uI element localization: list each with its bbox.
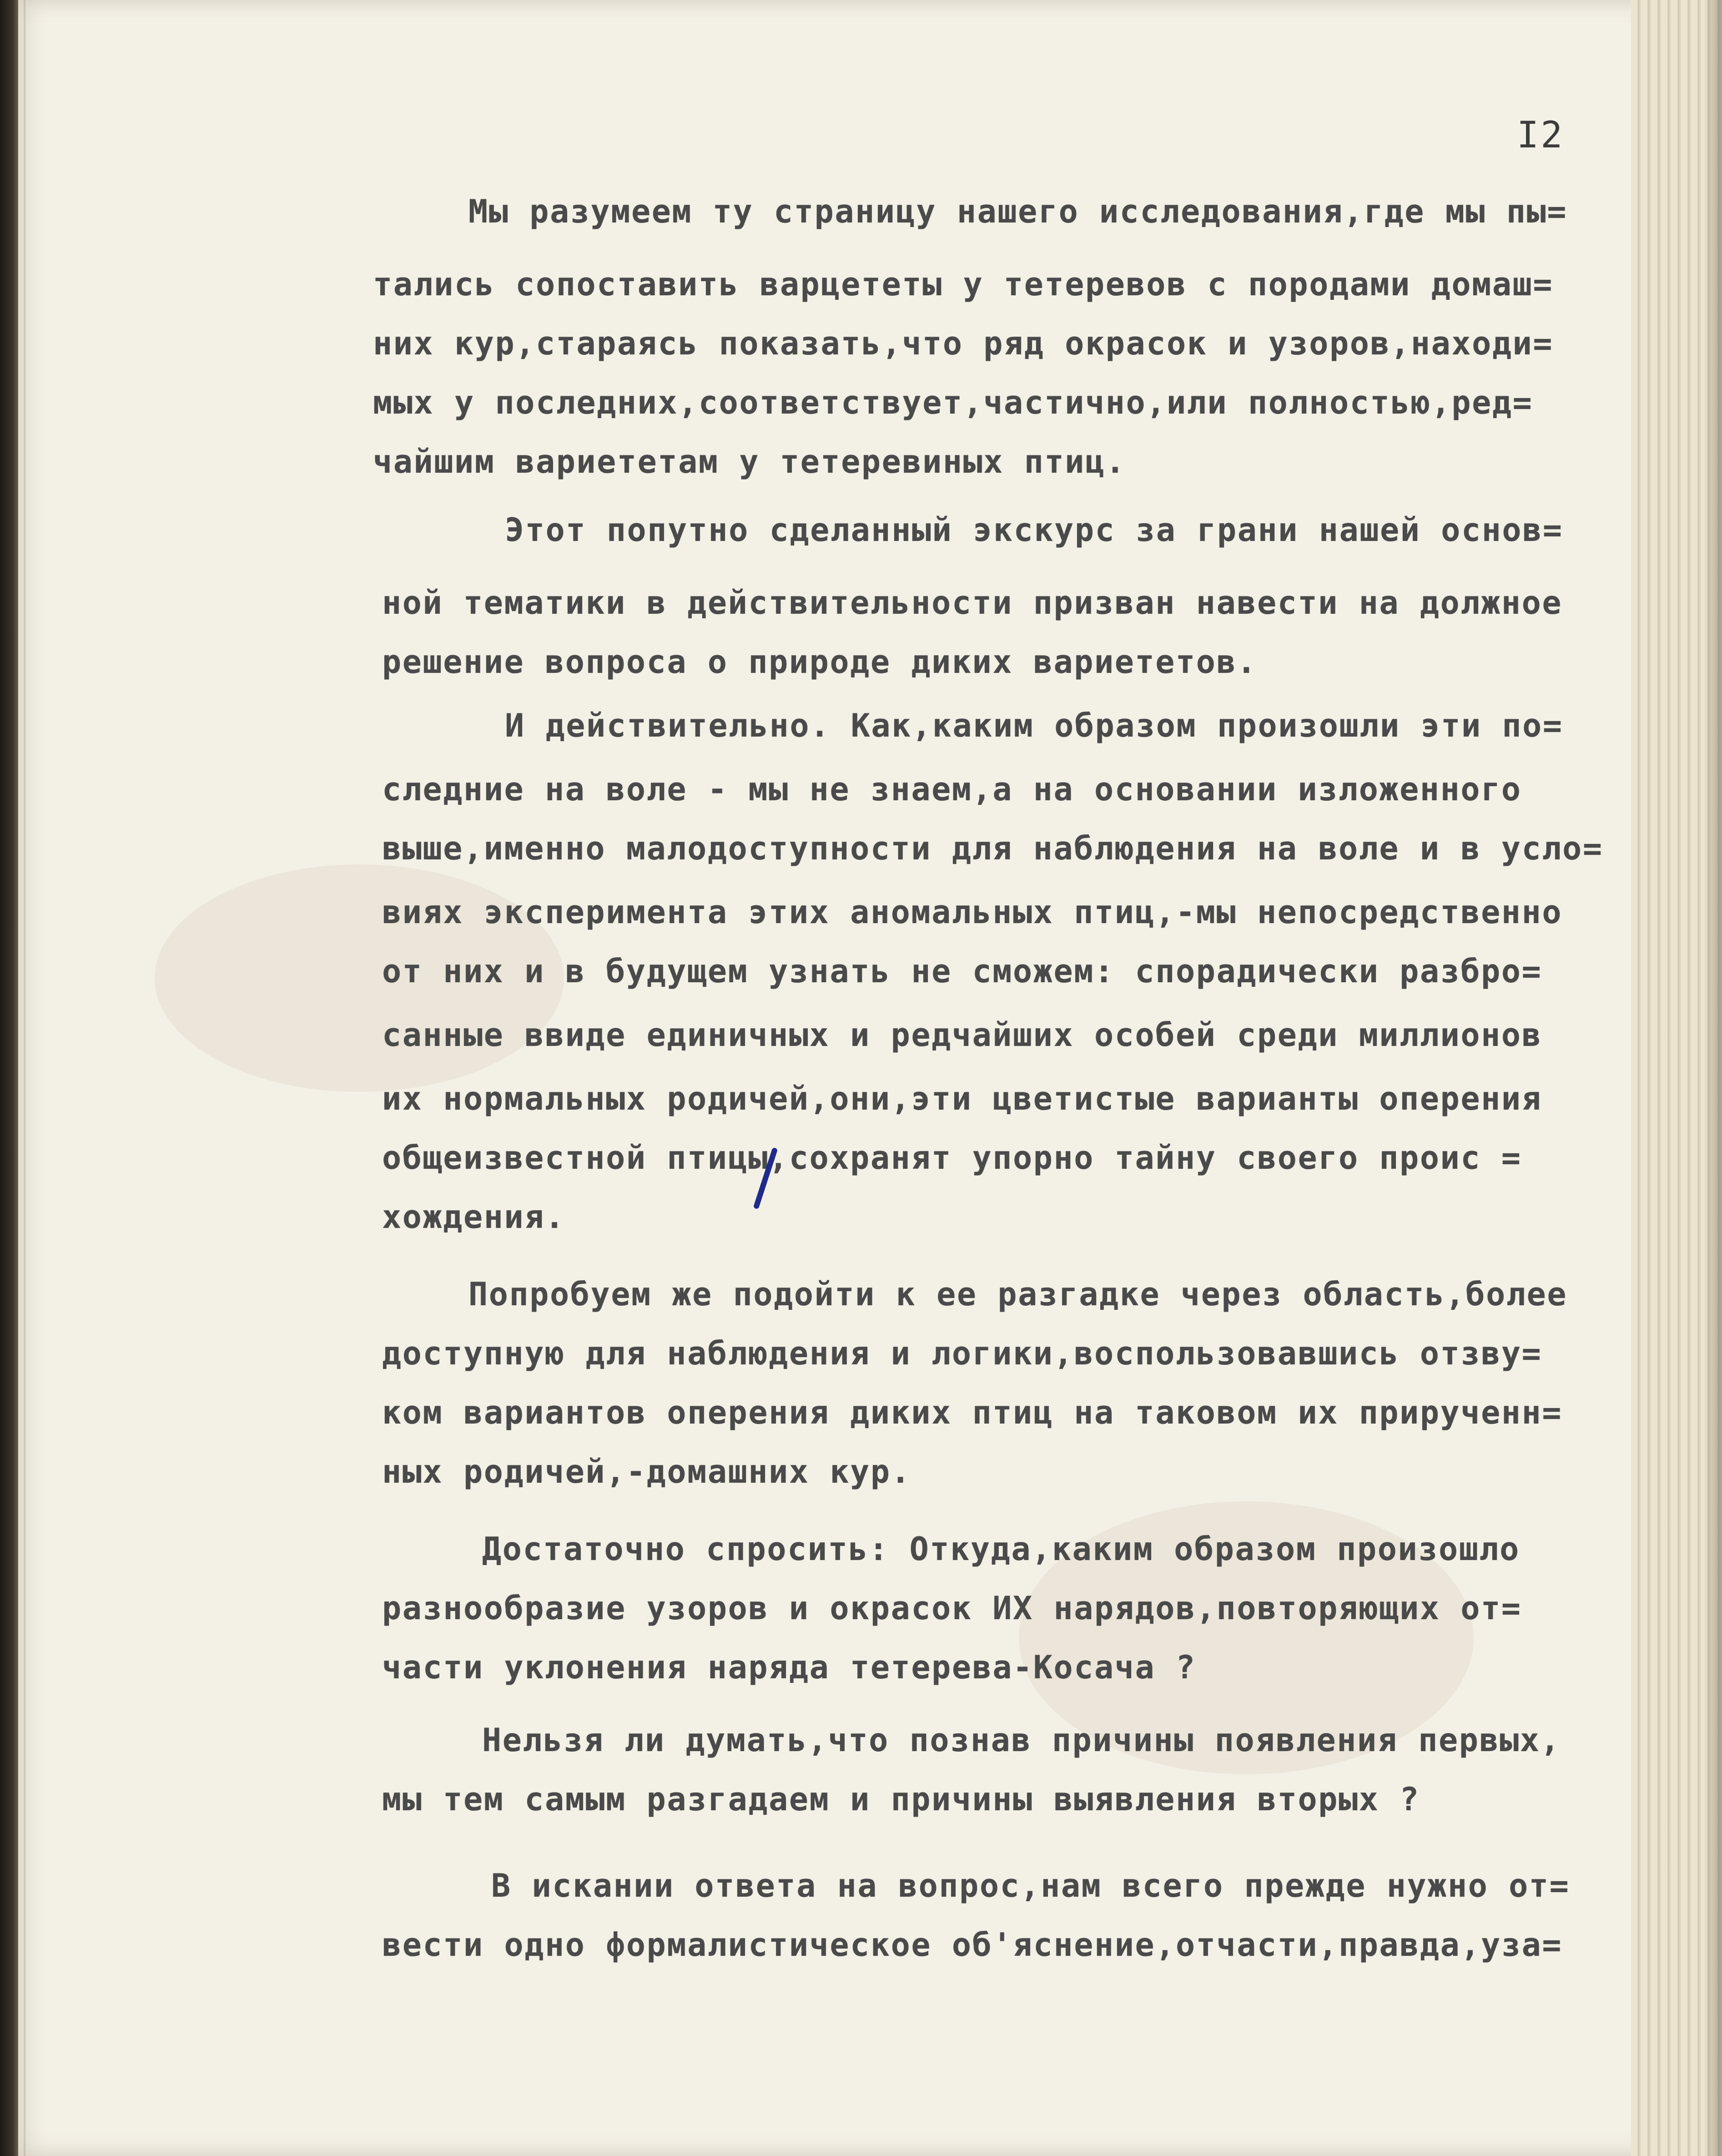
text-line: хождения. <box>382 1198 565 1236</box>
text-line: выше,именно малодоступности для наблюдения на воле и в усло= <box>382 830 1603 867</box>
binding-board <box>0 0 18 2156</box>
text-line: тались сопоставить варцететы у тетеревов с породами домаш= <box>373 266 1554 303</box>
document-page <box>18 0 1683 2156</box>
text-line: санные ввиде единичных и редчайших особей среди миллионов <box>382 1016 1542 1054</box>
text-line: Этот попутно сделанный экскурс за грани нашей основ= <box>505 511 1563 549</box>
text-line: И действительно. Как,каким образом произошли эти по= <box>505 707 1563 744</box>
typed-text <box>18 0 1683 2156</box>
text-line: от них и в будущем узнать не сможем: спорадически разбро= <box>382 953 1542 990</box>
page-number: I2 <box>1517 114 1565 156</box>
page-stack-edges <box>1631 0 1722 2156</box>
text-line: решение вопроса о природе диких вариететов. <box>382 643 1257 681</box>
text-line: вести одно формалистическое об'яснение,отчасти,правда,уза= <box>382 1926 1563 1964</box>
text-line: них кур,стараясь показать,что ряд окрасок и узоров,находи= <box>373 325 1554 362</box>
text-line: Достаточно спросить: Откуда,каким образом произошло <box>482 1530 1520 1568</box>
text-line: мых у последних,соответствует,частично,или полностью,ред= <box>373 384 1533 421</box>
text-line: Мы разумеем ту страницу нашего исследования,где мы пы= <box>468 193 1568 230</box>
text-line: их нормальных родичей,они,эти цветистые варианты оперения <box>382 1080 1542 1117</box>
text-line: части уклонения наряда тетерева-Косача ? <box>382 1649 1196 1686</box>
text-line: мы тем самым разгадаем и причины выявления вторых ? <box>382 1781 1420 1818</box>
text-line: следние на воле - мы не знаем,а на основании изложенного <box>382 771 1522 808</box>
text-line: Попробуем же подойти к ее разгадке через область,более <box>468 1276 1568 1313</box>
text-line: общеизвестной птицы,сохранят упорно тайну своего проис = <box>382 1139 1522 1176</box>
text-line: ком вариантов оперения диких птиц на таковом их прирученн= <box>382 1394 1563 1431</box>
text-line: разнообразие узоров и окрасок ИХ нарядов,повторяющих от= <box>382 1590 1522 1627</box>
text-line: доступную для наблюдения и логики,воспользовавшись отзву= <box>382 1335 1542 1372</box>
text-line: чайшим вариететам у тетеревиных птиц. <box>373 443 1126 480</box>
text-line: ных родичей,-домашних кур. <box>382 1453 911 1490</box>
text-line: В искании ответа на вопрос,нам всего прежде нужно от= <box>491 1867 1570 1904</box>
text-line: виях эксперимента этих аномальных птиц,-мы непосредственно <box>382 894 1563 931</box>
text-line: ной тематики в действительности призван навести на должное <box>382 584 1563 621</box>
text-line: Нельзя ли думать,что познав причины появления первых, <box>482 1722 1561 1759</box>
